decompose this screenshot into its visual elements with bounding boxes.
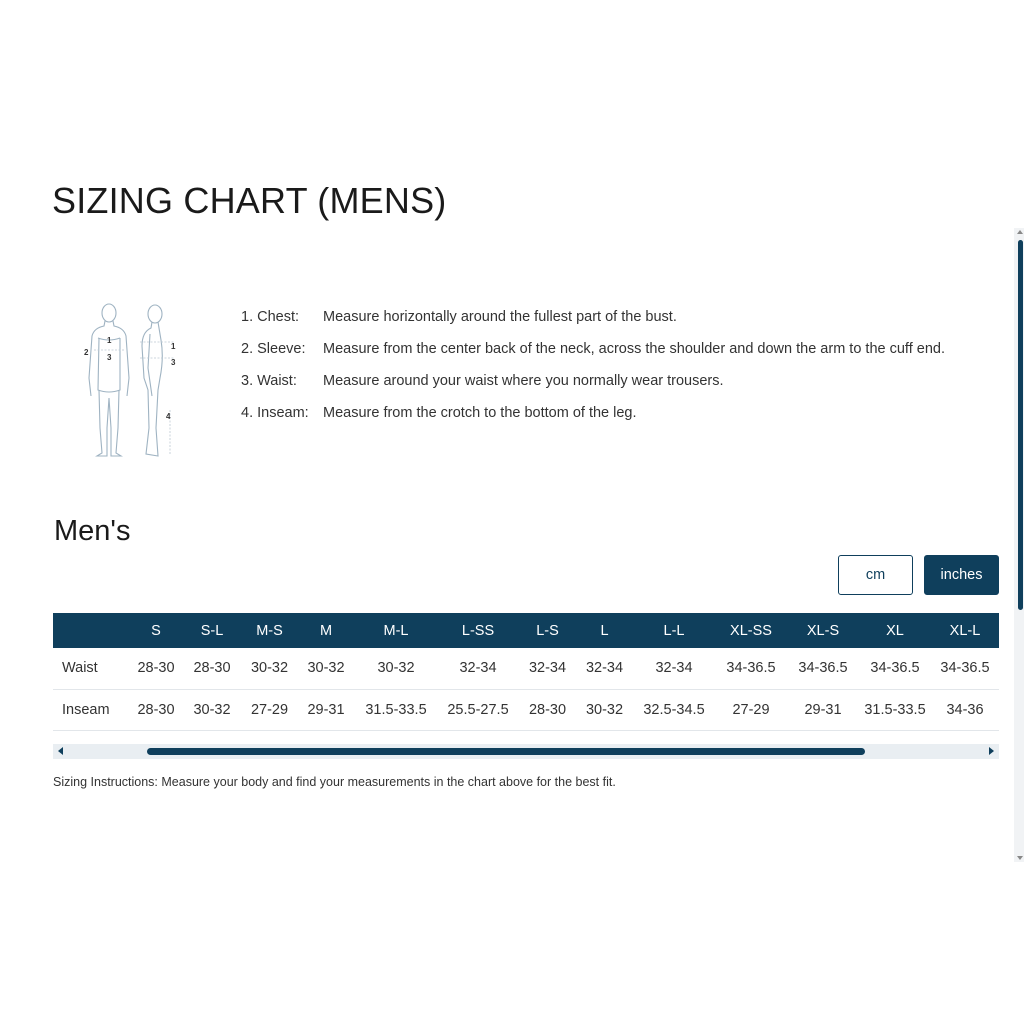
measure-description: Measure around your waist where you normally wear trousers. — [323, 373, 724, 389]
table-cell: 32.5-34.5 — [643, 701, 705, 718]
svg-text:3: 3 — [171, 358, 176, 367]
measure-label: 2. Sleeve: — [241, 341, 306, 357]
body-measurement-figure-icon — [78, 298, 188, 460]
scroll-up-icon[interactable] — [1017, 230, 1023, 234]
table-cell: 30-32 — [585, 701, 624, 718]
table-cell: 32-34 — [459, 660, 497, 677]
measure-description: Measure horizontally around the fullest part of the bust. — [323, 309, 677, 325]
table-header-row — [53, 613, 999, 648]
table-header-cell: L-S — [536, 622, 559, 639]
measure-waist — [241, 370, 961, 392]
svg-text:4: 4 — [166, 412, 171, 421]
table-header-cell: XL-SS — [730, 622, 772, 639]
table-header-cell: S-L — [200, 622, 224, 639]
table-cell: 32-34 — [528, 660, 567, 677]
table-header-cell: M-L — [383, 622, 409, 639]
table-cell: 25.5-27.5 — [447, 701, 509, 718]
table-row-label: Inseam — [62, 701, 110, 718]
measure-description: Measure from the center back of the neck, across the shoulder and down the arm to the cuff end. — [323, 341, 945, 357]
table-header-cell: L-SS — [461, 622, 495, 639]
table-header-cell: M-S — [256, 622, 283, 639]
table-row-label: Waist — [62, 660, 98, 677]
svg-text:1: 1 — [107, 336, 112, 345]
horizontal-scrollbar[interactable] — [53, 744, 999, 759]
vertical-scroll-thumb[interactable] — [1018, 240, 1023, 610]
table-header-cell: L — [600, 622, 609, 639]
svg-text:2: 2 — [84, 348, 89, 357]
inches-unit-button[interactable]: inches — [924, 555, 999, 595]
table-cell: 30-32 — [193, 701, 231, 718]
table-cell: 31.5-33.5 — [864, 701, 926, 718]
measure-label: 1. Chest: — [241, 309, 300, 325]
vertical-scrollbar[interactable] — [1014, 228, 1024, 862]
table-row — [53, 648, 999, 689]
table-cell: 29-31 — [804, 701, 842, 718]
table-cell: 31.5-33.5 — [365, 701, 427, 718]
table-header-cell: XL-S — [806, 622, 840, 639]
scroll-left-icon[interactable] — [58, 747, 63, 755]
table-cell: 32-34 — [585, 660, 624, 677]
svg-text:3: 3 — [107, 353, 112, 362]
size-table — [53, 613, 999, 731]
table-cell: 34-36.5 — [726, 660, 776, 677]
sizing-instructions: Sizing Instructions: Measure your body and find your measurements in the chart above for the best fit. — [53, 775, 616, 789]
section-title: Men's — [54, 515, 131, 547]
size-table-container[interactable] — [53, 613, 999, 731]
svg-text:1: 1 — [171, 342, 176, 351]
table-cell: 34-36 — [946, 701, 984, 718]
table-cell: 27-29 — [732, 701, 770, 718]
measure-inseam — [241, 402, 961, 424]
cm-unit-button[interactable]: cm — [838, 555, 913, 595]
table-header-cell: M — [319, 622, 333, 639]
measure-description: Measure from the crotch to the bottom of the leg. — [323, 405, 637, 421]
table-cell: 30-32 — [250, 660, 289, 677]
table-header-cell: S — [151, 622, 161, 639]
measurement-guide — [241, 306, 961, 434]
table-cell: 30-32 — [377, 660, 415, 677]
scroll-right-icon[interactable] — [989, 747, 994, 755]
table-cell: 29-31 — [307, 701, 345, 718]
measure-label: 4. Inseam: — [241, 405, 309, 421]
table-header-cell: XL — [886, 622, 904, 639]
table-cell: 34-36.5 — [940, 660, 990, 677]
table-cell: 34-36.5 — [870, 660, 920, 677]
table-cell: 27-29 — [250, 701, 289, 718]
horizontal-scroll-thumb[interactable] — [147, 748, 865, 755]
measure-chest — [241, 306, 961, 328]
scroll-down-icon[interactable] — [1017, 856, 1023, 860]
table-cell: 34-36.5 — [798, 660, 848, 677]
table-cell: 28-30 — [193, 660, 231, 677]
table-cell: 28-30 — [137, 701, 175, 718]
measure-sleeve — [241, 338, 961, 360]
table-header-cell: L-L — [663, 622, 685, 639]
table-cell: 30-32 — [307, 660, 345, 677]
table-cell: 28-30 — [528, 701, 567, 718]
page-title: SIZING CHART (MENS) — [52, 180, 447, 221]
table-cell: 28-30 — [137, 660, 175, 677]
table-cell: 32-34 — [655, 660, 693, 677]
table-header-cell — [53, 613, 130, 648]
table-header-cell: XL-L — [949, 622, 981, 639]
table-row — [53, 689, 999, 730]
measure-label: 3. Waist: — [241, 373, 297, 389]
